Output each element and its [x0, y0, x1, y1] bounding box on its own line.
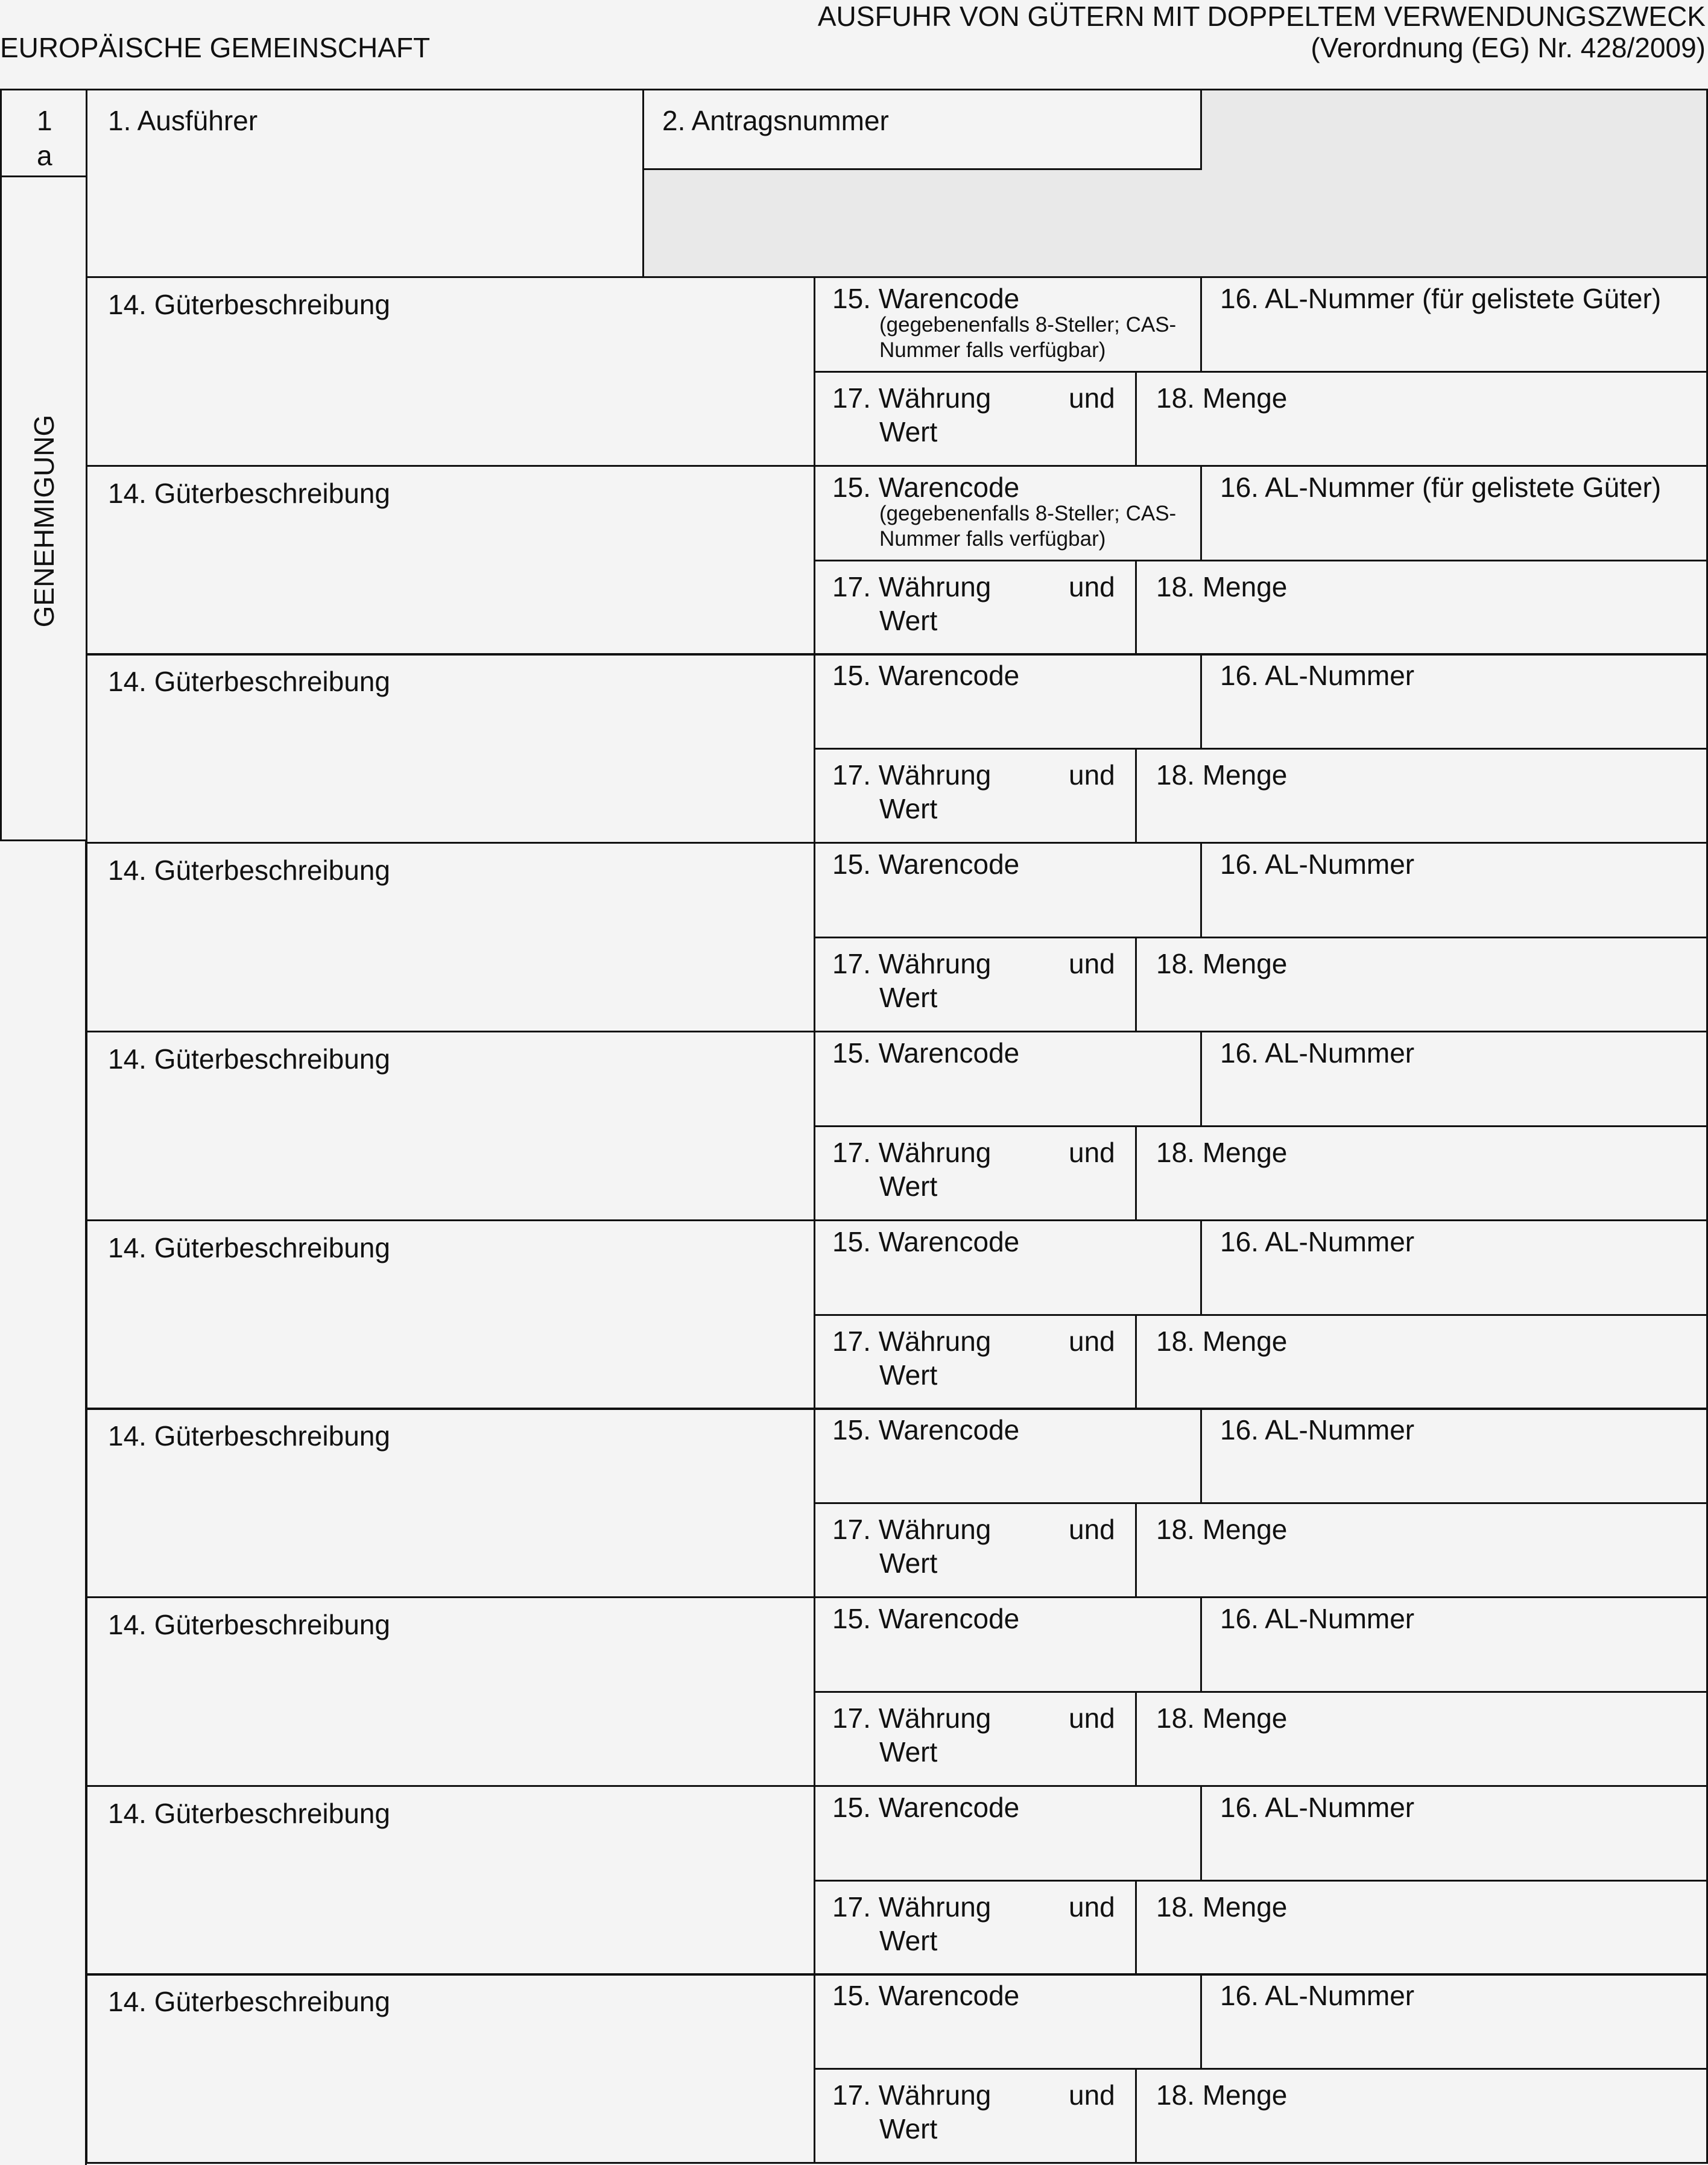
field-goods-description[interactable] — [86, 842, 815, 1032]
field-al-number[interactable] — [1200, 1219, 1708, 1316]
field-goods-description[interactable] — [86, 1408, 815, 1598]
field-al-number[interactable] — [1200, 1973, 1708, 2070]
quantity-label: 18. Menge — [1156, 571, 1288, 602]
issuer-title: EUROPÄISCHE GEMEINSCHAFT — [0, 32, 431, 63]
goods-description-label: 14. Güterbeschreibung — [108, 1609, 390, 1640]
al-number-label: 16. AL-Nummer — [1220, 1980, 1415, 2011]
currency-value-label: 17. Währung — [832, 2079, 992, 2111]
field-goods-description[interactable] — [86, 465, 815, 656]
field-exporter[interactable] — [86, 89, 644, 278]
genehmigung-label: GENEHMIGUNG — [28, 414, 60, 628]
commodity-code-label: 15. Warencode — [832, 1980, 1020, 2011]
field-commodity-code[interactable] — [814, 276, 1202, 373]
currency-value-label: 17. Währung — [832, 948, 992, 979]
field-quantity[interactable] — [1135, 371, 1708, 467]
commodity-code-note: (gegebenenfalls 8-Steller; CAS- — [879, 502, 1177, 525]
currency-value-label-und: und — [1069, 571, 1115, 602]
field-quantity[interactable] — [1135, 1691, 1708, 1787]
field-al-number[interactable] — [1200, 842, 1708, 938]
field-currency-value[interactable] — [814, 1314, 1137, 1410]
copy-number-box — [0, 89, 87, 177]
commodity-code-label: 15. Warencode — [832, 472, 1020, 503]
field-quantity[interactable] — [1135, 1502, 1708, 1598]
field-commodity-code[interactable] — [814, 842, 1202, 938]
quantity-label: 18. Menge — [1156, 382, 1288, 414]
field-currency-value[interactable] — [814, 1691, 1137, 1787]
field-quantity[interactable] — [1135, 748, 1708, 844]
quantity-label: 18. Menge — [1156, 1702, 1288, 1734]
field-commodity-code[interactable] — [814, 1219, 1202, 1316]
field-goods-description[interactable] — [86, 1031, 815, 1221]
al-number-label: 16. AL-Nummer — [1220, 1226, 1415, 1257]
commodity-code-label: 15. Warencode — [832, 283, 1020, 314]
field-currency-value[interactable] — [814, 1502, 1137, 1598]
field-currency-value[interactable] — [814, 560, 1137, 656]
field-quantity[interactable] — [1135, 2068, 1708, 2164]
currency-value-label-und: und — [1069, 759, 1115, 791]
field-al-number[interactable] — [1200, 276, 1708, 373]
goods-description-label: 14. Güterbeschreibung — [108, 1420, 390, 1452]
currency-value-label-wert: Wert — [879, 982, 938, 1013]
goods-description-label: 14. Güterbeschreibung — [108, 1986, 390, 2017]
quantity-label: 18. Menge — [1156, 1891, 1288, 1923]
field-quantity[interactable] — [1135, 1880, 1708, 1976]
currency-value-label: 17. Währung — [832, 1514, 992, 1545]
currency-value-label-und: und — [1069, 382, 1115, 414]
commodity-code-note: (gegebenenfalls 8-Steller; CAS- — [879, 313, 1177, 337]
al-number-label: 16. AL-Nummer — [1220, 1603, 1415, 1634]
copy-number: 1 — [37, 105, 52, 136]
form-title: AUSFUHR VON GÜTERN MIT DOPPELTEM VERWENDUNGSZWECK — [817, 1, 1706, 32]
currency-value-label-wert: Wert — [879, 2113, 938, 2144]
currency-value-label-und: und — [1069, 948, 1115, 979]
field-goods-description[interactable] — [86, 1785, 815, 1976]
field-quantity[interactable] — [1135, 937, 1708, 1032]
currency-value-label: 17. Währung — [832, 1326, 992, 1357]
commodity-code-note: Nummer falls verfügbar) — [879, 527, 1106, 551]
quantity-label: 18. Menge — [1156, 759, 1288, 791]
field-quantity[interactable] — [1135, 560, 1708, 656]
regulation-reference: (Verordnung (EG) Nr. 428/2009) — [1311, 32, 1706, 63]
copy-letter: a — [37, 140, 52, 171]
al-number-label: 16. AL-Nummer (für gelistete Güter) — [1220, 472, 1662, 503]
field-commodity-code[interactable] — [814, 1031, 1202, 1127]
field-commodity-code[interactable] — [814, 1408, 1202, 1504]
currency-value-label-wert: Wert — [879, 1925, 938, 1956]
al-number-label: 16. AL-Nummer — [1220, 660, 1415, 691]
al-number-label: 16. AL-Nummer — [1220, 1414, 1415, 1446]
quantity-label: 18. Menge — [1156, 2079, 1288, 2111]
field-application-number[interactable] — [642, 89, 1202, 170]
currency-value-label-und: und — [1069, 1326, 1115, 1357]
field-commodity-code[interactable] — [814, 1785, 1202, 1882]
field-currency-value[interactable] — [814, 748, 1137, 844]
al-number-label: 16. AL-Nummer (für gelistete Güter) — [1220, 283, 1662, 314]
al-number-label: 16. AL-Nummer — [1220, 849, 1415, 880]
currency-value-label-und: und — [1069, 1891, 1115, 1923]
field-application-number-label: 2. Antragsnummer — [662, 105, 889, 136]
field-currency-value[interactable] — [814, 371, 1137, 467]
field-exporter-label: 1. Ausführer — [108, 105, 258, 136]
field-commodity-code[interactable] — [814, 1596, 1202, 1693]
currency-value-label-wert: Wert — [879, 1171, 938, 1202]
field-goods-description[interactable] — [86, 653, 815, 844]
goods-description-label: 14. Güterbeschreibung — [108, 478, 390, 509]
field-al-number[interactable] — [1200, 1596, 1708, 1693]
commodity-code-label: 15. Warencode — [832, 1603, 1020, 1634]
field-goods-description[interactable] — [86, 1973, 815, 2164]
goods-description-label: 14. Güterbeschreibung — [108, 1232, 390, 1263]
currency-value-label-wert: Wert — [879, 605, 938, 636]
field-al-number[interactable] — [1200, 1408, 1708, 1504]
currency-value-label-wert: Wert — [879, 416, 938, 447]
currency-value-label-und: und — [1069, 1702, 1115, 1734]
commodity-code-label: 15. Warencode — [832, 1037, 1020, 1069]
commodity-code-label: 15. Warencode — [832, 1792, 1020, 1823]
currency-value-label: 17. Währung — [832, 759, 992, 791]
goods-description-label: 14. Güterbeschreibung — [108, 1798, 390, 1829]
commodity-code-label: 15. Warencode — [832, 849, 1020, 880]
currency-value-label-und: und — [1069, 1514, 1115, 1545]
field-goods-description[interactable] — [86, 1219, 815, 1410]
goods-description-label: 14. Güterbeschreibung — [108, 666, 390, 697]
field-commodity-code[interactable] — [814, 1973, 1202, 2070]
currency-value-label: 17. Währung — [832, 382, 992, 414]
goods-description-label: 14. Güterbeschreibung — [108, 289, 390, 320]
field-currency-value[interactable] — [814, 1880, 1137, 1976]
currency-value-label-wert: Wert — [879, 1736, 938, 1768]
currency-value-label-wert: Wert — [879, 1359, 938, 1391]
commodity-code-note: Nummer falls verfügbar) — [879, 338, 1106, 362]
goods-description-label: 14. Güterbeschreibung — [108, 1043, 390, 1075]
quantity-label: 18. Menge — [1156, 1137, 1288, 1168]
field-currency-value[interactable] — [814, 2068, 1137, 2164]
quantity-label: 18. Menge — [1156, 1326, 1288, 1357]
currency-value-label: 17. Währung — [832, 1702, 992, 1734]
field-commodity-code[interactable] — [814, 653, 1202, 750]
currency-value-label: 17. Währung — [832, 1137, 992, 1168]
currency-value-label-wert: Wert — [879, 1547, 938, 1579]
field-currency-value[interactable] — [814, 1125, 1137, 1221]
quantity-label: 18. Menge — [1156, 948, 1288, 979]
currency-value-label-wert: Wert — [879, 793, 938, 824]
currency-value-label: 17. Währung — [832, 1891, 992, 1923]
field-al-number[interactable] — [1200, 1785, 1708, 1882]
field-al-number[interactable] — [1200, 653, 1708, 750]
commodity-code-label: 15. Warencode — [832, 1226, 1020, 1257]
currency-value-label-und: und — [1069, 1137, 1115, 1168]
goods-description-label: 14. Güterbeschreibung — [108, 855, 390, 886]
field-currency-value[interactable] — [814, 937, 1137, 1032]
field-quantity[interactable] — [1135, 1314, 1708, 1410]
field-quantity[interactable] — [1135, 1125, 1708, 1221]
commodity-code-label: 15. Warencode — [832, 1414, 1020, 1446]
field-goods-description[interactable] — [86, 1596, 815, 1787]
field-goods-description[interactable] — [86, 276, 815, 467]
currency-value-label-und: und — [1069, 2079, 1115, 2111]
commodity-code-label: 15. Warencode — [832, 660, 1020, 691]
quantity-label: 18. Menge — [1156, 1514, 1288, 1545]
field-al-number[interactable] — [1200, 1031, 1708, 1127]
field-al-number[interactable] — [1200, 465, 1708, 561]
al-number-label: 16. AL-Nummer — [1220, 1792, 1415, 1823]
al-number-label: 16. AL-Nummer — [1220, 1037, 1415, 1069]
genehmigung-box — [0, 175, 87, 841]
field-commodity-code[interactable] — [814, 465, 1202, 561]
currency-value-label: 17. Währung — [832, 571, 992, 602]
